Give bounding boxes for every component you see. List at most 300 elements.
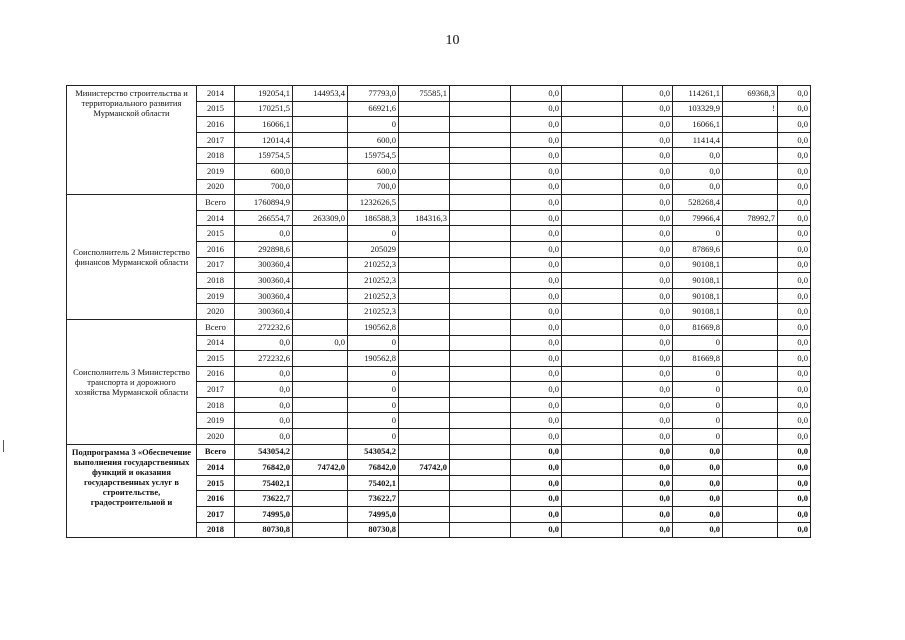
year-cell: 2017 (197, 132, 235, 148)
amount-cell: 0,0 (511, 210, 562, 226)
amount-cell: 114261,1 (673, 86, 723, 102)
amount-cell: 0,0 (623, 507, 673, 523)
amount-cell: 0,0 (623, 460, 673, 476)
amount-cell: 0,0 (511, 132, 562, 148)
amount-cell: 210252,3 (348, 304, 399, 320)
amount-cell: 0,0 (235, 366, 293, 382)
amount-cell (723, 163, 778, 179)
margin-mark (3, 440, 4, 452)
amount-cell: 272232,6 (235, 351, 293, 367)
amount-cell (293, 475, 348, 491)
amount-cell (399, 257, 450, 273)
amount-cell: 0,0 (511, 304, 562, 320)
amount-cell: 80730,8 (348, 522, 399, 538)
amount-cell: 69368,3 (723, 86, 778, 102)
amount-cell (293, 101, 348, 117)
executor-name-cell: Соисполнитель 3 Министерство транспорта и дорожного хозяйства Мурманской области (67, 319, 197, 444)
amount-cell: 210252,3 (348, 273, 399, 289)
amount-cell (562, 163, 623, 179)
amount-cell: 0,0 (511, 117, 562, 133)
amount-cell (723, 475, 778, 491)
amount-cell (723, 132, 778, 148)
amount-cell (723, 257, 778, 273)
amount-cell: 600,0 (348, 163, 399, 179)
amount-cell: 0,0 (778, 257, 811, 273)
amount-cell: 0,0 (511, 475, 562, 491)
amount-cell: 0,0 (673, 491, 723, 507)
amount-cell: ! (723, 101, 778, 117)
amount-cell (399, 522, 450, 538)
amount-cell (562, 507, 623, 523)
amount-cell: 0,0 (235, 397, 293, 413)
amount-cell (293, 366, 348, 382)
amount-cell: 0,0 (511, 382, 562, 398)
amount-cell (293, 522, 348, 538)
amount-cell: 528268,4 (673, 195, 723, 211)
amount-cell: 0,0 (623, 210, 673, 226)
amount-cell (293, 273, 348, 289)
amount-cell (293, 288, 348, 304)
amount-cell: 76842,0 (235, 460, 293, 476)
year-cell: 2019 (197, 288, 235, 304)
amount-cell (399, 195, 450, 211)
amount-cell: 16066,1 (235, 117, 293, 133)
amount-cell (723, 351, 778, 367)
year-cell: Всего (197, 319, 235, 335)
amount-cell: 75402,1 (235, 475, 293, 491)
amount-cell (723, 491, 778, 507)
amount-cell: 170251,5 (235, 101, 293, 117)
amount-cell (399, 179, 450, 195)
amount-cell: 0,0 (511, 429, 562, 445)
year-cell: 2017 (197, 382, 235, 398)
amount-cell: 0,0 (778, 351, 811, 367)
amount-cell (450, 351, 511, 367)
amount-cell: 0,0 (778, 86, 811, 102)
amount-cell (399, 351, 450, 367)
amount-cell: 0 (673, 397, 723, 413)
amount-cell (293, 132, 348, 148)
budget-table (66, 85, 811, 538)
amount-cell (450, 491, 511, 507)
amount-cell: 16066,1 (673, 117, 723, 133)
amount-cell: 0 (673, 413, 723, 429)
amount-cell (723, 507, 778, 523)
amount-cell: 0 (673, 335, 723, 351)
amount-cell (399, 429, 450, 445)
amount-cell: 0,0 (235, 335, 293, 351)
amount-cell (562, 86, 623, 102)
amount-cell (562, 319, 623, 335)
executor-name-cell: Подпрограмма 3 «Обеспечение выполнения государственных функций и оказания государственных услуг в строительстве, градостроительной и (67, 444, 197, 538)
amount-cell: 0,0 (235, 429, 293, 445)
amount-cell (562, 273, 623, 289)
amount-cell: 0 (673, 366, 723, 382)
amount-cell (723, 382, 778, 398)
amount-cell (293, 429, 348, 445)
amount-cell (399, 132, 450, 148)
amount-cell: 0,0 (511, 101, 562, 117)
amount-cell: 0,0 (778, 382, 811, 398)
amount-cell: 0,0 (778, 491, 811, 507)
amount-cell (562, 491, 623, 507)
amount-cell: 700,0 (235, 179, 293, 195)
amount-cell: 0,0 (673, 148, 723, 164)
amount-cell (723, 522, 778, 538)
amount-cell: 205029 (348, 241, 399, 257)
amount-cell: 0,0 (623, 257, 673, 273)
amount-cell: 543054,2 (348, 444, 399, 460)
amount-cell (450, 163, 511, 179)
amount-cell: 81669,8 (673, 319, 723, 335)
amount-cell: 700,0 (348, 179, 399, 195)
amount-cell (399, 475, 450, 491)
amount-cell: 0,0 (778, 522, 811, 538)
amount-cell (723, 335, 778, 351)
amount-cell (450, 101, 511, 117)
amount-cell: 81669,8 (673, 351, 723, 367)
year-cell: 2018 (197, 148, 235, 164)
amount-cell (723, 319, 778, 335)
amount-cell: 0 (348, 413, 399, 429)
amount-cell: 0,0 (511, 397, 562, 413)
amount-cell (293, 195, 348, 211)
amount-cell (399, 148, 450, 164)
year-cell: 2017 (197, 257, 235, 273)
amount-cell: 0,0 (778, 148, 811, 164)
amount-cell: 0,0 (511, 413, 562, 429)
amount-cell: 0,0 (623, 304, 673, 320)
amount-cell: 0,0 (778, 413, 811, 429)
amount-cell (450, 319, 511, 335)
amount-cell (450, 413, 511, 429)
amount-cell (399, 117, 450, 133)
amount-cell: 0 (348, 117, 399, 133)
amount-cell: 1760894,9 (235, 195, 293, 211)
year-cell: 2020 (197, 429, 235, 445)
amount-cell: 0,0 (778, 397, 811, 413)
amount-cell: 0,0 (511, 491, 562, 507)
amount-cell: 0,0 (623, 491, 673, 507)
amount-cell: 0,0 (778, 195, 811, 211)
amount-cell (562, 288, 623, 304)
amount-cell (562, 117, 623, 133)
amount-cell: 210252,3 (348, 288, 399, 304)
amount-cell (723, 148, 778, 164)
amount-cell: 0,0 (778, 210, 811, 226)
amount-cell: 0,0 (778, 117, 811, 133)
amount-cell: 190562,8 (348, 351, 399, 367)
year-cell: 2016 (197, 241, 235, 257)
amount-cell (562, 351, 623, 367)
amount-cell: 0,0 (623, 288, 673, 304)
year-cell: 2016 (197, 491, 235, 507)
amount-cell (562, 257, 623, 273)
amount-cell: 0 (673, 382, 723, 398)
year-cell: 2020 (197, 304, 235, 320)
amount-cell (399, 335, 450, 351)
amount-cell (293, 226, 348, 242)
amount-cell: 0,0 (623, 163, 673, 179)
amount-cell (723, 226, 778, 242)
amount-cell: 144953,4 (293, 86, 348, 102)
year-cell: 2017 (197, 507, 235, 523)
amount-cell: 0,0 (623, 273, 673, 289)
amount-cell (293, 507, 348, 523)
amount-cell: 0,0 (778, 179, 811, 195)
amount-cell: 263309,0 (293, 210, 348, 226)
amount-cell: 543054,2 (235, 444, 293, 460)
amount-cell (562, 522, 623, 538)
amount-cell: 0 (673, 429, 723, 445)
amount-cell: 0,0 (511, 335, 562, 351)
amount-cell (293, 148, 348, 164)
amount-cell: 0,0 (235, 226, 293, 242)
amount-cell (723, 273, 778, 289)
amount-cell: 0,0 (623, 148, 673, 164)
amount-cell (293, 382, 348, 398)
amount-cell (399, 507, 450, 523)
amount-cell (450, 460, 511, 476)
amount-cell (399, 288, 450, 304)
amount-cell: 0,0 (623, 117, 673, 133)
amount-cell: 0,0 (511, 366, 562, 382)
amount-cell (723, 429, 778, 445)
amount-cell (723, 366, 778, 382)
amount-cell (450, 257, 511, 273)
amount-cell (723, 241, 778, 257)
amount-cell: 75585,1 (399, 86, 450, 102)
amount-cell: 0,0 (623, 241, 673, 257)
amount-cell (723, 460, 778, 476)
amount-cell: 76842,0 (348, 460, 399, 476)
amount-cell: 0,0 (293, 335, 348, 351)
amount-cell (562, 444, 623, 460)
amount-cell: 192054,1 (235, 86, 293, 102)
amount-cell (450, 429, 511, 445)
amount-cell: 0,0 (778, 319, 811, 335)
amount-cell: 210252,3 (348, 257, 399, 273)
amount-cell (562, 429, 623, 445)
amount-cell (723, 304, 778, 320)
amount-cell (399, 397, 450, 413)
amount-cell (723, 288, 778, 304)
amount-cell: 74742,0 (293, 460, 348, 476)
amount-cell (562, 382, 623, 398)
amount-cell (562, 132, 623, 148)
amount-cell (450, 366, 511, 382)
amount-cell: 0,0 (778, 475, 811, 491)
amount-cell: 0,0 (511, 179, 562, 195)
amount-cell (450, 397, 511, 413)
amount-cell: 0,0 (778, 335, 811, 351)
amount-cell: 0,0 (511, 241, 562, 257)
amount-cell: 0,0 (623, 335, 673, 351)
amount-cell (723, 179, 778, 195)
amount-cell: 0,0 (778, 444, 811, 460)
amount-cell: 0,0 (235, 413, 293, 429)
amount-cell (293, 491, 348, 507)
amount-cell: 1232626,5 (348, 195, 399, 211)
amount-cell: 0,0 (511, 319, 562, 335)
amount-cell (562, 226, 623, 242)
amount-cell: 0,0 (235, 382, 293, 398)
amount-cell: 90108,1 (673, 288, 723, 304)
amount-cell (399, 241, 450, 257)
amount-cell: 74742,0 (399, 460, 450, 476)
amount-cell: 0,0 (511, 273, 562, 289)
executor-name-cell: Министерство строительства и территориального развития Мурманской области (67, 86, 197, 195)
amount-cell: 0,0 (623, 475, 673, 491)
amount-cell (723, 195, 778, 211)
amount-cell: 0,0 (623, 226, 673, 242)
amount-cell (562, 148, 623, 164)
amount-cell: 0,0 (673, 507, 723, 523)
amount-cell (450, 241, 511, 257)
amount-cell (293, 179, 348, 195)
amount-cell (399, 319, 450, 335)
amount-cell: 184316,3 (399, 210, 450, 226)
year-cell: 2015 (197, 475, 235, 491)
amount-cell (562, 475, 623, 491)
amount-cell: 600,0 (235, 163, 293, 179)
amount-cell (450, 522, 511, 538)
amount-cell: 0,0 (511, 226, 562, 242)
amount-cell: 0,0 (623, 397, 673, 413)
amount-cell (399, 226, 450, 242)
amount-cell: 0,0 (673, 522, 723, 538)
amount-cell: 0 (348, 397, 399, 413)
year-cell: 2014 (197, 460, 235, 476)
amount-cell (562, 460, 623, 476)
amount-cell (562, 210, 623, 226)
amount-cell (562, 101, 623, 117)
amount-cell: 74995,0 (235, 507, 293, 523)
amount-cell: 0,0 (778, 163, 811, 179)
amount-cell (293, 241, 348, 257)
amount-cell: 12014,4 (235, 132, 293, 148)
amount-cell (293, 351, 348, 367)
amount-cell: 0 (348, 366, 399, 382)
amount-cell: 103329,9 (673, 101, 723, 117)
amount-cell (399, 163, 450, 179)
amount-cell (723, 444, 778, 460)
amount-cell: 0,0 (673, 444, 723, 460)
year-cell: 2019 (197, 413, 235, 429)
amount-cell: 0,0 (778, 460, 811, 476)
amount-cell: 0,0 (778, 507, 811, 523)
amount-cell: 0,0 (623, 132, 673, 148)
year-cell: 2018 (197, 273, 235, 289)
year-cell: 2020 (197, 179, 235, 195)
amount-cell (450, 179, 511, 195)
amount-cell: 0,0 (778, 101, 811, 117)
amount-cell: 300360,4 (235, 257, 293, 273)
amount-cell: 0,0 (623, 429, 673, 445)
amount-cell: 0,0 (511, 288, 562, 304)
amount-cell: 0,0 (511, 86, 562, 102)
amount-cell: 0,0 (511, 460, 562, 476)
amount-cell (723, 117, 778, 133)
executor-name-cell: Соисполнитель 2 Министерство финансов Мурманской области (67, 195, 197, 320)
year-cell: 2015 (197, 101, 235, 117)
table-row (67, 444, 811, 460)
amount-cell: 0,0 (623, 522, 673, 538)
amount-cell (562, 195, 623, 211)
amount-cell: 0 (348, 226, 399, 242)
table-row (67, 195, 811, 211)
amount-cell: 0,0 (511, 257, 562, 273)
amount-cell: 0,0 (511, 163, 562, 179)
amount-cell: 0,0 (623, 444, 673, 460)
amount-cell (293, 319, 348, 335)
amount-cell: 300360,4 (235, 304, 293, 320)
amount-cell (399, 304, 450, 320)
amount-cell (450, 288, 511, 304)
amount-cell (450, 304, 511, 320)
year-cell: 2016 (197, 366, 235, 382)
amount-cell (450, 382, 511, 398)
amount-cell: 79966,4 (673, 210, 723, 226)
amount-cell: 600,0 (348, 132, 399, 148)
amount-cell (450, 117, 511, 133)
amount-cell: 80730,8 (235, 522, 293, 538)
amount-cell (399, 366, 450, 382)
amount-cell: 11414,4 (673, 132, 723, 148)
amount-cell: 0,0 (623, 413, 673, 429)
amount-cell (293, 163, 348, 179)
amount-cell (293, 444, 348, 460)
amount-cell (450, 475, 511, 491)
amount-cell: 0 (673, 226, 723, 242)
amount-cell (562, 304, 623, 320)
amount-cell (399, 413, 450, 429)
amount-cell (450, 148, 511, 164)
amount-cell: 0,0 (778, 429, 811, 445)
amount-cell: 0,0 (511, 507, 562, 523)
amount-cell: 0,0 (623, 382, 673, 398)
amount-cell (562, 413, 623, 429)
amount-cell (562, 335, 623, 351)
amount-cell: 0,0 (778, 241, 811, 257)
amount-cell (450, 226, 511, 242)
amount-cell (723, 397, 778, 413)
amount-cell: 0 (348, 335, 399, 351)
table-row (67, 86, 811, 102)
amount-cell: 0,0 (511, 148, 562, 164)
amount-cell (450, 335, 511, 351)
year-cell: 2015 (197, 226, 235, 242)
amount-cell: 0,0 (778, 288, 811, 304)
amount-cell: 73622,7 (348, 491, 399, 507)
year-cell: 2014 (197, 86, 235, 102)
amount-cell: 0,0 (511, 444, 562, 460)
year-cell: 2014 (197, 210, 235, 226)
year-cell: 2016 (197, 117, 235, 133)
amount-cell: 0,0 (778, 132, 811, 148)
amount-cell (562, 241, 623, 257)
page-number: 10 (445, 33, 460, 48)
year-cell: 2018 (197, 397, 235, 413)
amount-cell (450, 195, 511, 211)
amount-cell (399, 382, 450, 398)
amount-cell: 0,0 (778, 304, 811, 320)
amount-cell: 300360,4 (235, 288, 293, 304)
amount-cell: 90108,1 (673, 304, 723, 320)
amount-cell: 87869,6 (673, 241, 723, 257)
amount-cell: 0,0 (511, 522, 562, 538)
year-cell: 2019 (197, 163, 235, 179)
